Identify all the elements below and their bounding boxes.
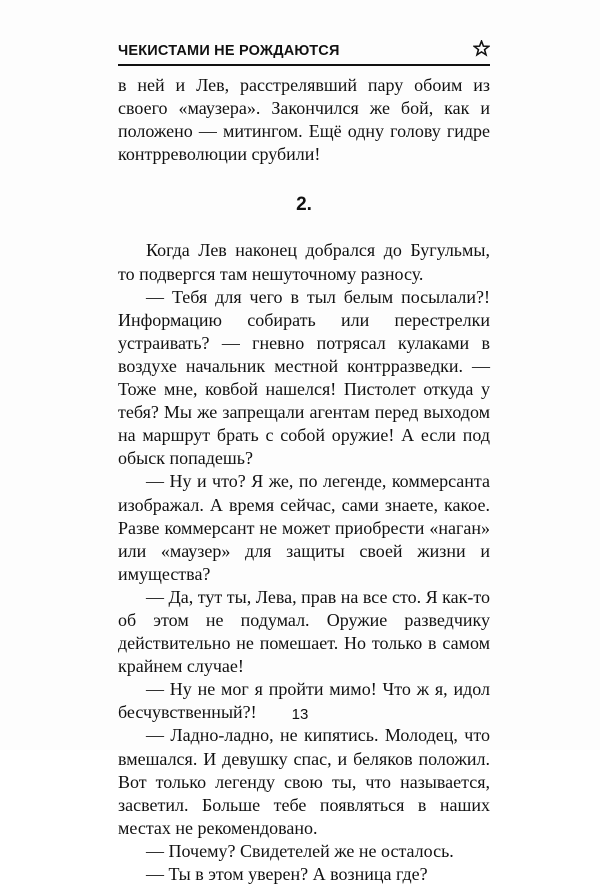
- running-header: [118, 40, 490, 66]
- paragraph: — Ты в этом уверен? А возница где?: [146, 864, 428, 884]
- running-title: ЧЕКИСТАМИ НЕ РОЖДАЮТСЯ: [118, 43, 340, 59]
- chapter-number: 2.: [296, 194, 312, 216]
- paragraph: — Ну и что? Я же, по легенде, коммерсанта изображал. А время сейчас, сами знаете, какое. Разве коммерсант не может приобрести «наган» или «маузер» для защиты своей жизни и имущества?: [118, 471, 490, 584]
- paragraph: — Почему? Свидетелей же не осталось.: [146, 840, 454, 861]
- body-text: [118, 74, 490, 886]
- star-icon: [473, 40, 490, 57]
- paragraph: Когда Лев наконец добрался до Бугульмы, то подвергся там нешуточному разносу.: [118, 240, 490, 284]
- page-number: 13: [291, 706, 309, 723]
- paragraph: — Да, тут ты, Лева, прав на все сто. Я как-то об этом не подумал. Оружие разведчику действительно не помешает. Но только в самом крайнем случае!: [118, 586, 490, 677]
- paragraph: — Тебя для чего в тыл белым посылали?! Информацию собирать или перестрелки устраивать? — гневно потрясал кулаками в воздухе начальник местной контрразведки. — Тоже мне, ковбой нашелся! Пистолет откуда у тебя? Мы же запрещали агентам перед выходом на маршрут брать с собой оружие! А если под обыск попадешь?: [118, 286, 490, 469]
- paragraph: — Ну не мог я пройти мимо! Что ж я, идол бесчувственный?!: [118, 679, 490, 723]
- continuation-paragraph: в ней и Лев, расстрелявший пару обоим из своего «маузера». Закончился же бой, как и положено — митингом. Ещё одну голову гидре контрреволюции срубили!: [118, 75, 490, 165]
- paragraph: — Ладно-ладно, не кипятись. Молодец, что вмешался. И девушку спас, и беляков положил. Вот только легенду свою ты, что называется, засветил. Больше тебе появляться в наших местах не рекомендовано.: [118, 725, 490, 838]
